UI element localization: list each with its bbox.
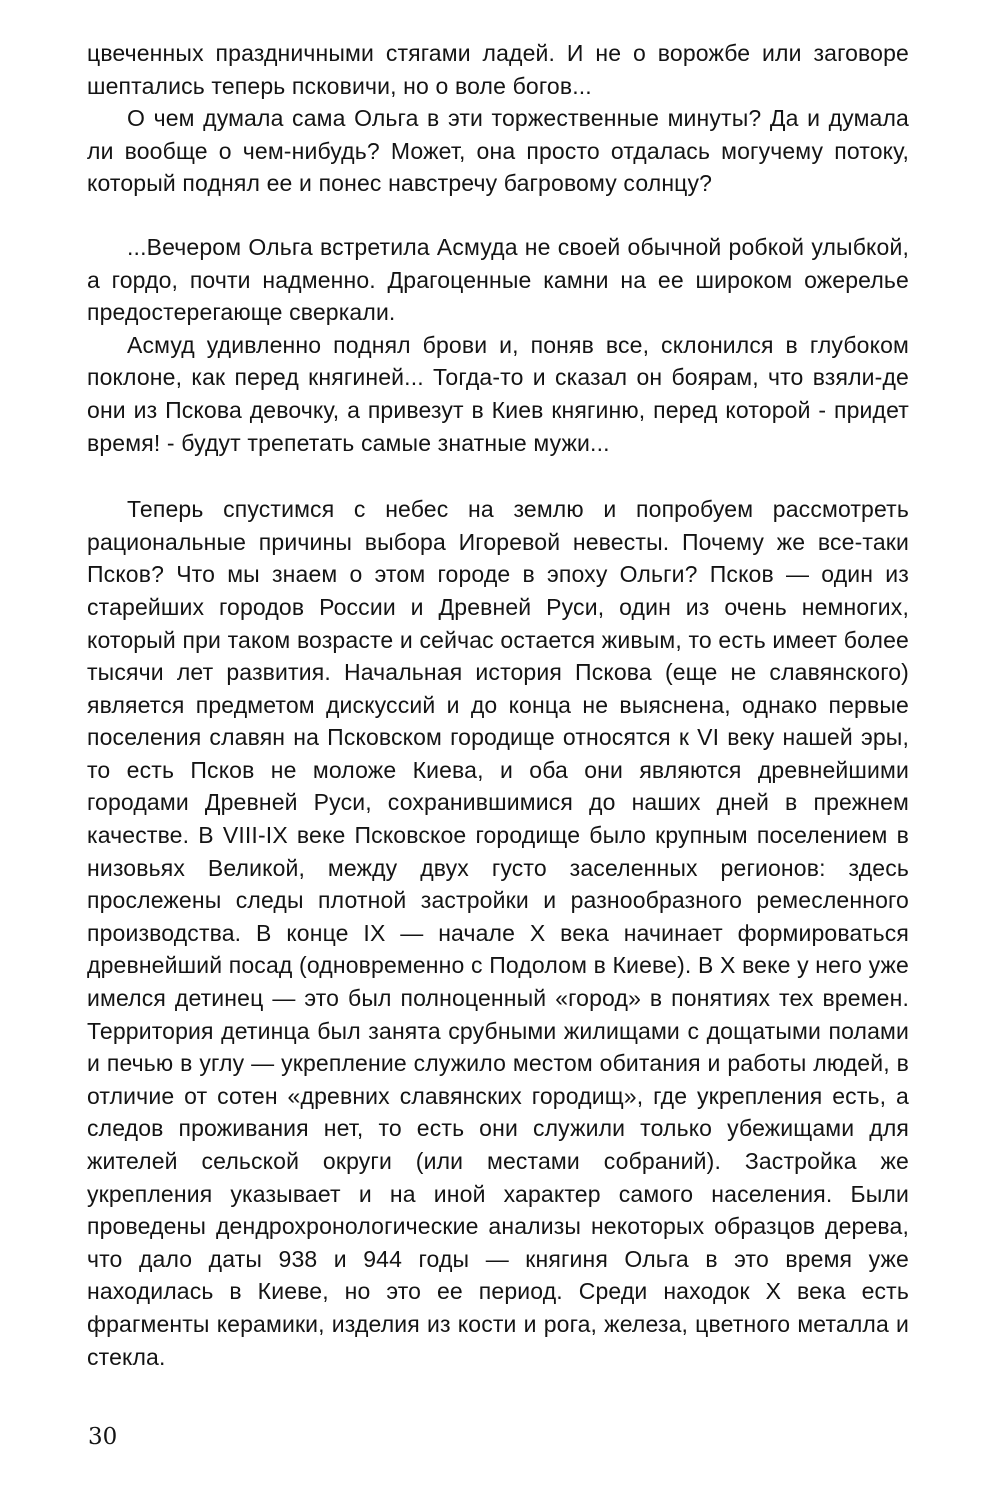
paragraph-4: Асмуд удивленно поднял брови и, поняв все, склонился в глубоком поклоне, как перед княгиней... Тогда-то и сказал он боярам, что взяли-де они из Пскова девочку, а привезут в Киев княгиню, перед которой - придет время! - будут трепетать самые знатные мужи... — [87, 331, 909, 456]
page-number: 30 — [88, 1424, 118, 1450]
paragraph-5: Теперь спустимся с небес на землю и попробуем рассмотреть рациональные причины выбора Игоревой невесты. Почему же все-таки Псков? Что мы знаем о этом городе в эпоху Ольги? Псков — один из старейших городов России и Древней Руси, один из очень немногих, который при таком возрасте и сейчас остается живым, то есть имеет более тысячи лет развития. Начальная история Пскова (еще не славянского) является предметом дискуссий и до конца не выяснена, однако первые поселения славян на Псковском городище относятся к VI веку нашей эры, то есть Псков не моложе Киева, и оба они являются древнейшими городами Древней Руси, сохранившимися до наших дней в прежнем качестве. В VIII-IX веке Псковское городище было крупным поселением в низовьях Великой, между двух густо заселенных регионов: здесь прослежены следы плотной застройки и разнообразного ремесленного производства. В конце IX — начале X века начинает формироваться древнейший посад (одновременно с Подолом в Киеве). В X веке у него уже имелся детинец — это был полноценный «город» в понятиях тех времен. Территория детинца был занята срубными жилищами с дощатыми полами и печью в углу — укрепление служило местом обитания и работы людей, в отличие от сотен «древних славянских городищ», где укрепления есть, а следов проживания нет, то есть они служили только убежищами для жителей сельской округи (или местами собраний). Застройка же укрепления указывает и на иной характер самого населения. Были проведены дендрохронологические анализы некоторых образцов дерева, что дало даты 938 и 944 годы — княгиня Ольга в это время уже находилась в Киеве, но это ее период. Среди находок X века есть фрагменты керамики, изделия из кости и рога, железа, цветного металла и стекла. — [87, 496, 909, 1370]
paragraph-3: ...Вечером Ольга встретила Асмуда не своей обычной робкой улыбкой, а гордо, почти надменно. Драгоценные камни на ее широком ожерелье предостерегающе сверкали. — [87, 233, 909, 326]
paragraph-2: О чем думала сама Ольга в эти торжественные минуты? Да и думала ли вообще о чем-нибудь? Может, она просто отдалась могучему потоку, который поднял ее и понес навстречу багровому солнцу? — [87, 105, 909, 197]
page-body — [87, 37, 909, 1373]
paragraph-1: цвеченных праздничными стягами ладей. И не о ворожбе или заговоре шептались теперь псковичи, но о воле богов... — [87, 40, 909, 99]
